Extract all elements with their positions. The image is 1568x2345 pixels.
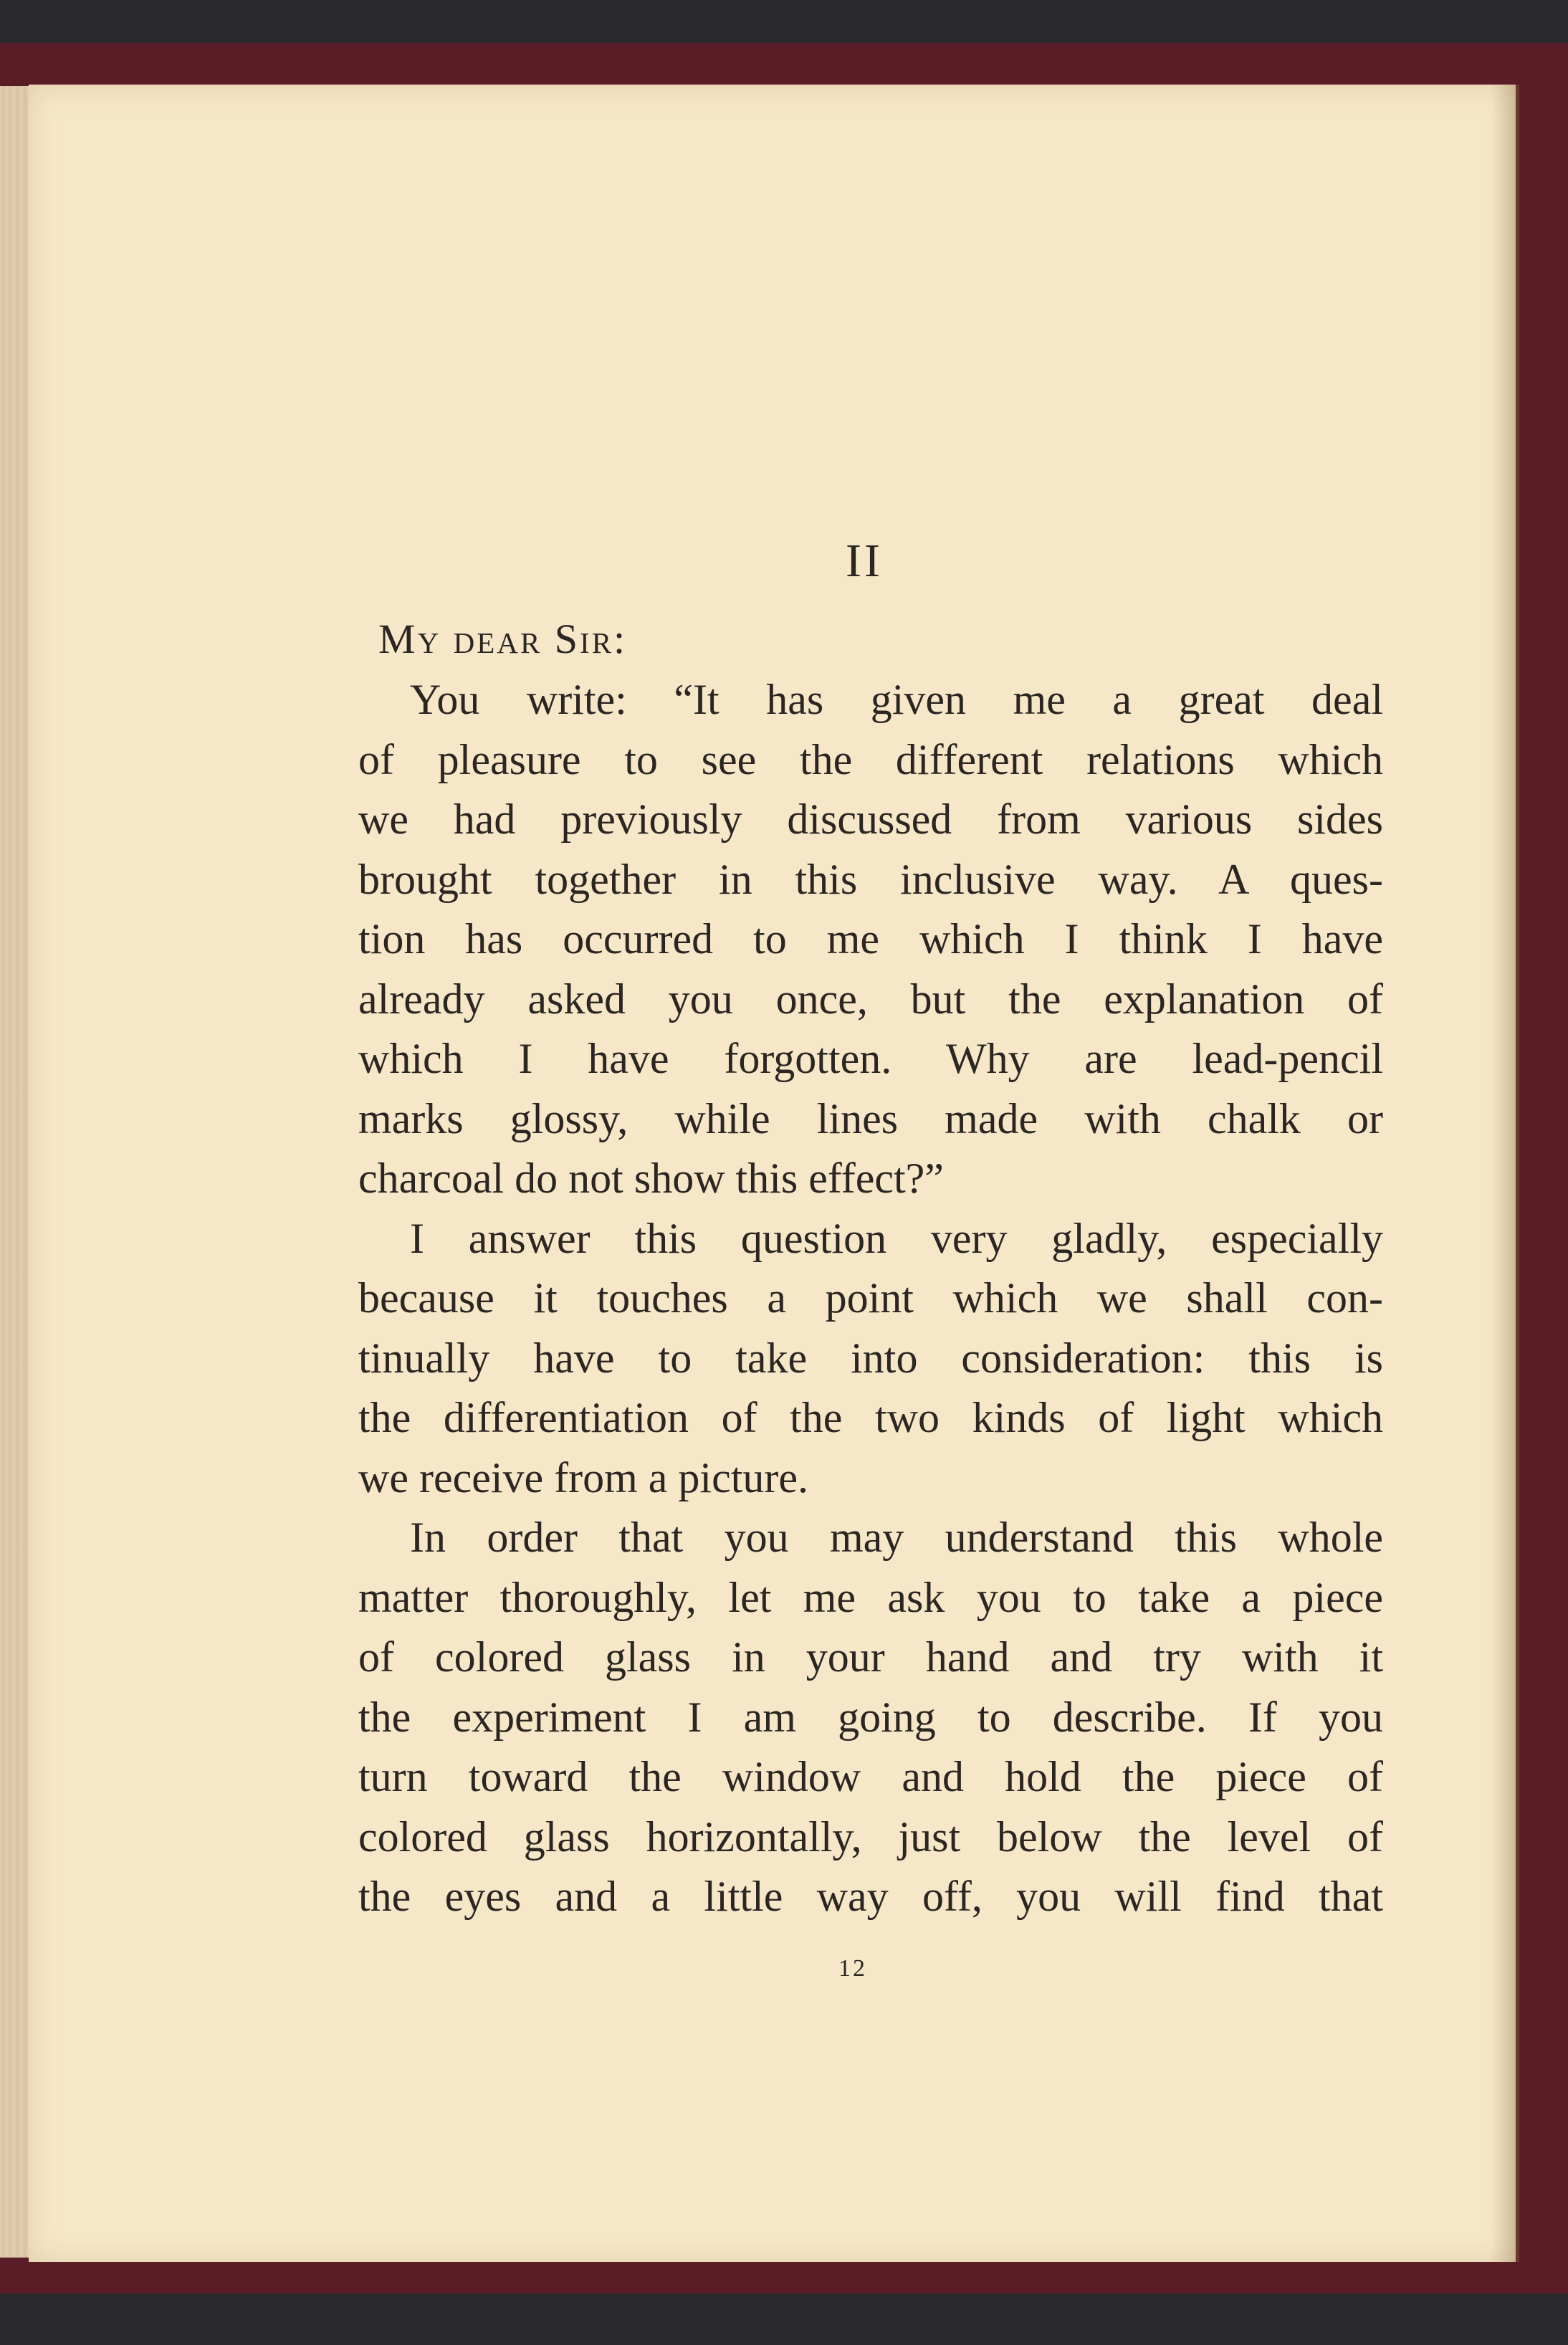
- chapter-numeral: II: [846, 535, 883, 587]
- text-line: tinually have to take into consideration: this is: [358, 1334, 1383, 1382]
- text-line: charcoal do not show this effect?”: [358, 1155, 944, 1202]
- text-line: we receive from a picture.: [358, 1453, 808, 1501]
- salutation: My dear Sir:: [378, 616, 628, 662]
- text-line: I answer this question very gladly, especially: [410, 1214, 1383, 1262]
- gutter-shadow: [1491, 85, 1519, 2262]
- paragraph: [358, 670, 1383, 1209]
- paragraph: [358, 1209, 1383, 1509]
- text-line: of pleasure to see the different relations which: [358, 735, 1383, 783]
- text-line: matter thoroughly, let me ask you to take a piece: [358, 1573, 1383, 1621]
- text-line: which I have forgotten. Why are lead-pencil: [358, 1035, 1383, 1082]
- body-text: [358, 670, 1383, 1927]
- text-line: because it touches a point which we shall con-: [358, 1274, 1383, 1322]
- text-line: You write: “It has given me a great deal: [410, 676, 1383, 723]
- page-number: 12: [838, 1955, 867, 1982]
- text-line: turn toward the window and hold the piece of: [358, 1753, 1383, 1800]
- text-line: the eyes and a little way off, you will find that: [358, 1873, 1383, 1920]
- text-line: the experiment I am going to describe. If you: [358, 1693, 1383, 1741]
- text-line: In order that you may understand this whole: [410, 1514, 1383, 1561]
- text-line: the differentiation of the two kinds of light which: [358, 1394, 1383, 1441]
- text-line: marks glossy, while lines made with chalk or: [358, 1094, 1383, 1142]
- paragraph: [358, 1508, 1383, 1927]
- text-line: brought together in this inclusive way. A ques-: [358, 855, 1383, 903]
- text-line: colored glass horizontally, just below the level of: [358, 1813, 1383, 1861]
- text-line: already asked you once, but the explanation of: [358, 975, 1383, 1023]
- text-line: tion has occurred to me which I think I have: [358, 915, 1383, 963]
- text-line: of colored glass in your hand and try with it: [358, 1633, 1383, 1681]
- text-line: we had previously discussed from various sides: [358, 796, 1383, 843]
